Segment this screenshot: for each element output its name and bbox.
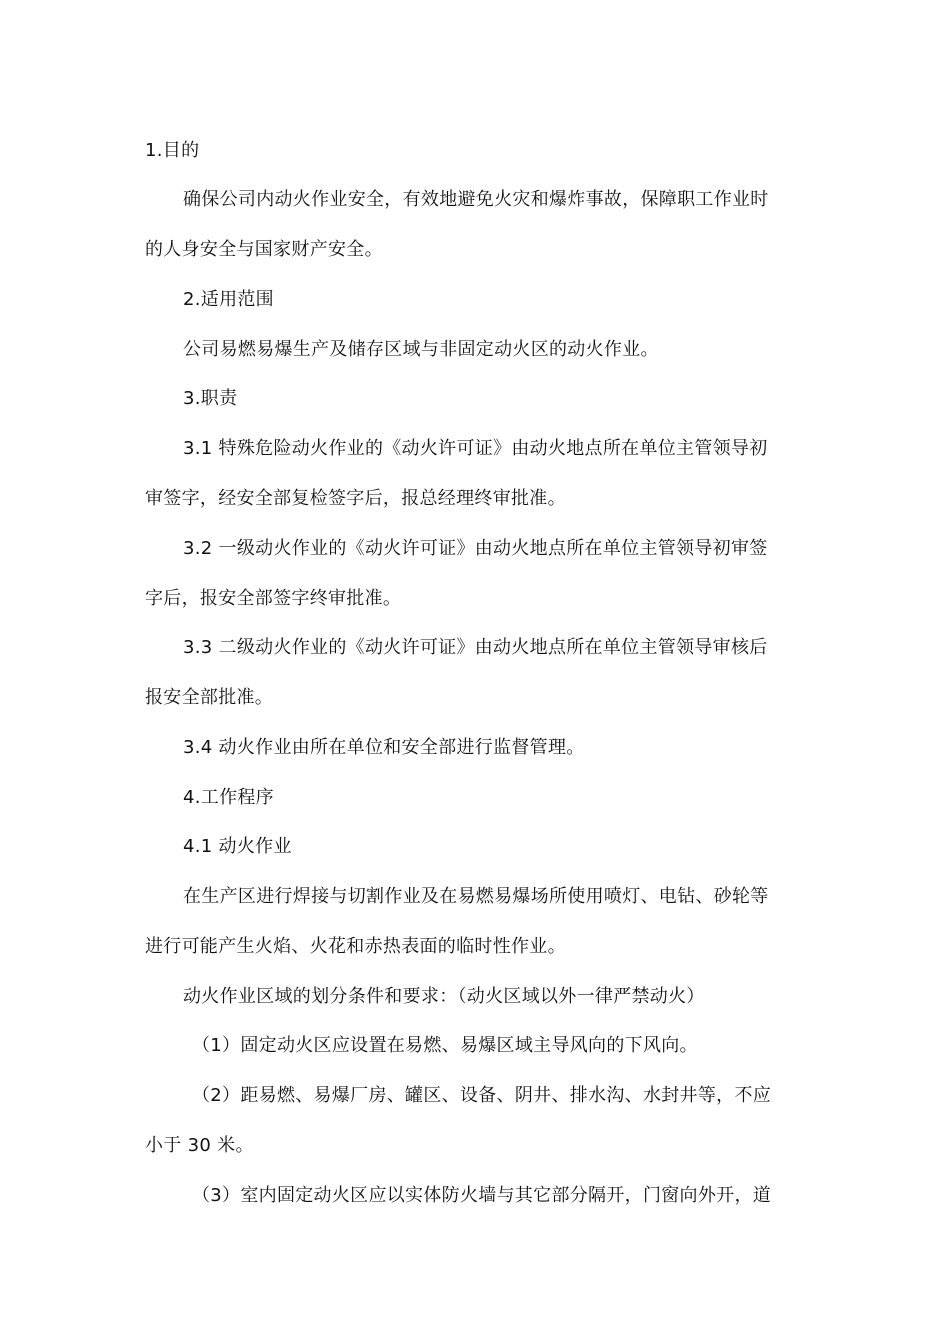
scope-paragraph: 公司易燃易爆生产及储存区域与非固定动火区的动火作业。	[183, 339, 659, 360]
zone-condition-1: （1）固定动火区应设置在易燃、易爆区域主导风向的下风向。	[192, 1035, 698, 1056]
zone-condition-2-line-1: （2）距易燃、易爆厂房、罐区、设备、阴井、排水沟、水封井等，不应	[192, 1085, 772, 1106]
clause-3-1-line-1: 3.1 特殊危险动火作业的《动火许可证》由动火地点所在单位主管领导初	[183, 438, 768, 459]
clause-3-2-line-2: 字后，报安全部签字终审批准。	[145, 588, 402, 609]
purpose-paragraph-line-2: 的人身安全与国家财产安全。	[145, 239, 383, 260]
section-3-heading: 3.职责	[183, 388, 238, 409]
clause-3-2-line-1: 3.2 一级动火作业的《动火许可证》由动火地点所在单位主管领导初审签	[183, 538, 768, 559]
section-1-heading: 1.目的	[145, 140, 200, 161]
zone-condition-3-line-1: （3）室内固定动火区应以实体防火墙与其它部分隔开，门窗向外开，道	[192, 1185, 772, 1206]
clause-3-1-line-2: 审签字，经安全部复检签字后，报总经理终审批准。	[145, 488, 566, 509]
clause-3-4: 3.4 动火作业由所在单位和安全部进行监督管理。	[183, 737, 585, 758]
clause-4-1-heading: 4.1 动火作业	[183, 836, 292, 857]
zone-condition-2-line-2: 小于 30 米。	[145, 1135, 254, 1156]
section-4-heading: 4.工作程序	[183, 787, 274, 808]
section-2-heading: 2.适用范围	[183, 289, 274, 310]
clause-3-3-line-1: 3.3 二级动火作业的《动火许可证》由动火地点所在单位主管领导审核后	[183, 637, 768, 658]
hot-work-definition-line-1: 在生产区进行焊接与切割作业及在易燃易爆场所使用喷灯、电钻、砂轮等	[183, 886, 769, 907]
purpose-paragraph-line-1: 确保公司内动火作业安全，有效地避免火灾和爆炸事故，保障职工作业时	[183, 189, 769, 210]
hot-work-definition-line-2: 进行可能产生火焰、火花和赤热表面的临时性作业。	[145, 936, 566, 957]
zone-conditions-intro: 动火作业区域的划分条件和要求：（动火区域以外一律严禁动火）	[183, 986, 705, 1007]
clause-3-3-line-2: 报安全部批准。	[145, 687, 274, 708]
